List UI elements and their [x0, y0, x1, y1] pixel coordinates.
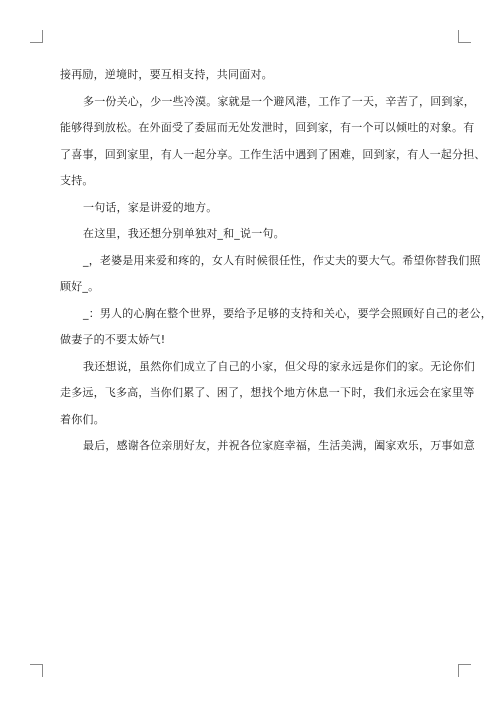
text-line: _：男人的心胸在整个世界，要给予足够的支持和关心，要学会照顾好自己的老公，	[83, 306, 492, 320]
crop-mark-bottom-left	[30, 664, 43, 677]
text-line: 着你们。	[60, 412, 105, 426]
text-line: 接再励，逆境时，要互相支持，共同面对。	[60, 68, 273, 81]
text-line: 了喜事，回到家里，有人一起分享。工作生活中遇到了困难，回到家，有人一起分担、	[60, 147, 486, 161]
text-line: 一句话，家是讲爱的地方。	[83, 200, 218, 214]
text-line: 在这里，我还想分别单独对_和_说一句。	[83, 227, 285, 240]
text-line: 能够得到放松。在外面受了委屈而无处发泄时，回到家，有一个可以倾吐的对象。有	[60, 121, 475, 134]
text-line: 支持。	[60, 174, 94, 187]
crop-mark-top-right	[458, 30, 471, 43]
text-line: _，老婆是用来爱和疼的，女人有时候很任性，作丈夫的要大气。希望你替我们照	[83, 253, 481, 267]
document-body	[60, 62, 492, 460]
text-line: 走多远，飞多高，当你们累了、困了，想找个地方休息一下时，我们永远会在家里等	[60, 386, 475, 399]
text-line: 最后，感谢各位亲朋好友，并祝各位家庭幸福，生活美满，阖家欢乐，万事如意	[83, 439, 475, 452]
text-line: 做妻子的不要太娇气!	[60, 333, 166, 346]
crop-mark-top-left	[30, 30, 43, 43]
text-line: 顾好_。	[60, 280, 100, 293]
crop-mark-bottom-right	[458, 664, 471, 677]
text-line: 我还想说，虽然你们成立了自己的小家，但父母的家永远是你们的家。无论你们	[83, 359, 475, 373]
text-line: 多一份关心，少一些冷漠。家就是一个避风港，工作了一天，辛苦了，回到家，	[83, 94, 475, 108]
